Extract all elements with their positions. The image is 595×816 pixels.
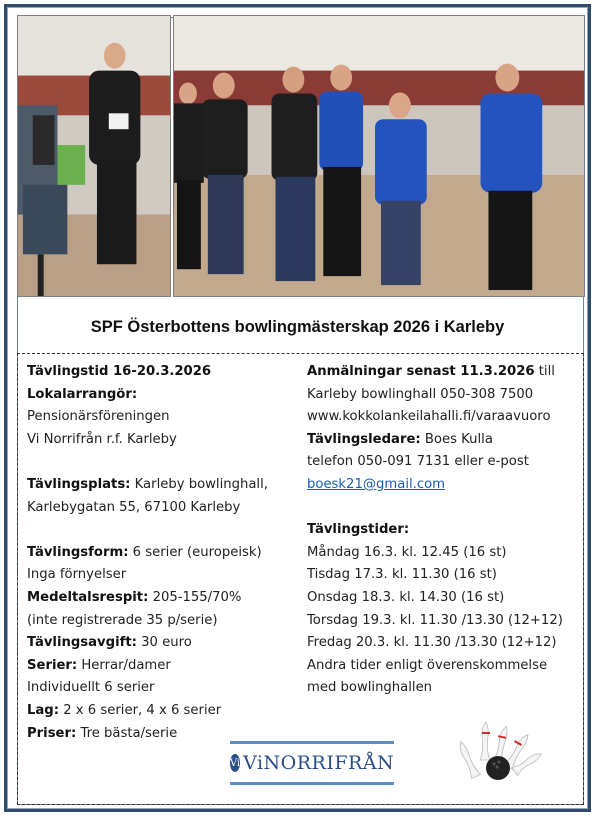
bowling-pins-icon <box>448 712 544 784</box>
priser-label: Priser: <box>27 725 77 741</box>
tider-item: Måndag 16.3. kl. 12.45 (16 st) <box>307 544 507 560</box>
lokal-line-2: Vi Norrifrån r.f. Karleby <box>27 431 177 447</box>
lag-label: Lag: <box>27 702 60 718</box>
group-photo <box>173 15 585 297</box>
form-label: Tävlingsform: <box>27 544 129 560</box>
serier-value: Herrar/damer <box>77 657 171 673</box>
ledare-value: Boes Kulla <box>420 431 493 447</box>
lag-value: 2 x 6 serier, 4 x 6 serier <box>59 702 222 718</box>
tider-item: Torsdag 19.3. kl. 11.30 /13.30 (12+12) <box>307 612 563 628</box>
form-line-2: Inga förnyelser <box>27 567 127 583</box>
right-column <box>307 361 563 700</box>
left-column <box>27 361 268 745</box>
respit-label: Medeltalsrespit: <box>27 589 149 605</box>
email-link[interactable]: boesk21@gmail.com <box>307 476 446 492</box>
anm-line-2: Karleby bowlinghall 050-308 7500 <box>307 386 534 402</box>
tider-item: Tisdag 17.3. kl. 11.30 (16 st) <box>307 567 497 583</box>
form-value: 6 serier (europeisk) <box>128 544 262 560</box>
tider-item: Andra tider enligt överenskommelse <box>307 657 548 673</box>
avgift-label: Tävlingsavgift: <box>27 635 137 651</box>
vinorrifran-logo <box>230 741 394 785</box>
respit-line-2: (inte registrerade 35 p/serie) <box>27 612 218 628</box>
avgift-value: 30 euro <box>136 635 192 651</box>
tider-label: Tävlingstider: <box>307 522 410 538</box>
anm-website: www.kokkolankeilahalli.fi/varaavuoro <box>307 409 551 425</box>
plats-value: Karleby bowlinghall, <box>130 476 268 492</box>
ledare-line-2: telefon 050-091 7131 eller e-post <box>307 454 529 470</box>
tider-item: Onsdag 18.3. kl. 14.30 (16 st) <box>307 589 505 605</box>
serier-label: Serier: <box>27 657 78 673</box>
ledare-label: Tävlingsledare: <box>307 431 421 447</box>
logo-mark-icon: Vi <box>230 754 240 772</box>
anm-label: Anmälningar senast 11.3.2026 <box>307 364 535 379</box>
page-title: SPF Österbottens bowlingmästerskap 2026 i Karleby <box>90 318 505 336</box>
tider-item: med bowlinghallen <box>307 680 433 696</box>
plats-line-2: Karlebygatan 55, 67100 Karleby <box>27 499 241 515</box>
plats-label: Tävlingsplats: <box>27 476 131 492</box>
speaker-photo <box>17 15 171 297</box>
priser-value: Tre bästa/serie <box>76 725 178 741</box>
lokal-line-1: Pensionärsföreningen <box>27 409 170 425</box>
lokal-label: Lokalarrangör: <box>27 386 138 402</box>
serier-line-2: Individuellt 6 serier <box>27 680 155 696</box>
tid-label: Tävlingstid 16-20.3.2026 <box>27 364 212 379</box>
anm-value: till <box>534 364 555 379</box>
logo-text: ViNORRIFRÅN <box>243 752 395 774</box>
tider-item: Fredag 20.3. kl. 11.30 /13.30 (12+12) <box>307 635 557 651</box>
respit-value: 205-155/70% <box>148 589 242 605</box>
